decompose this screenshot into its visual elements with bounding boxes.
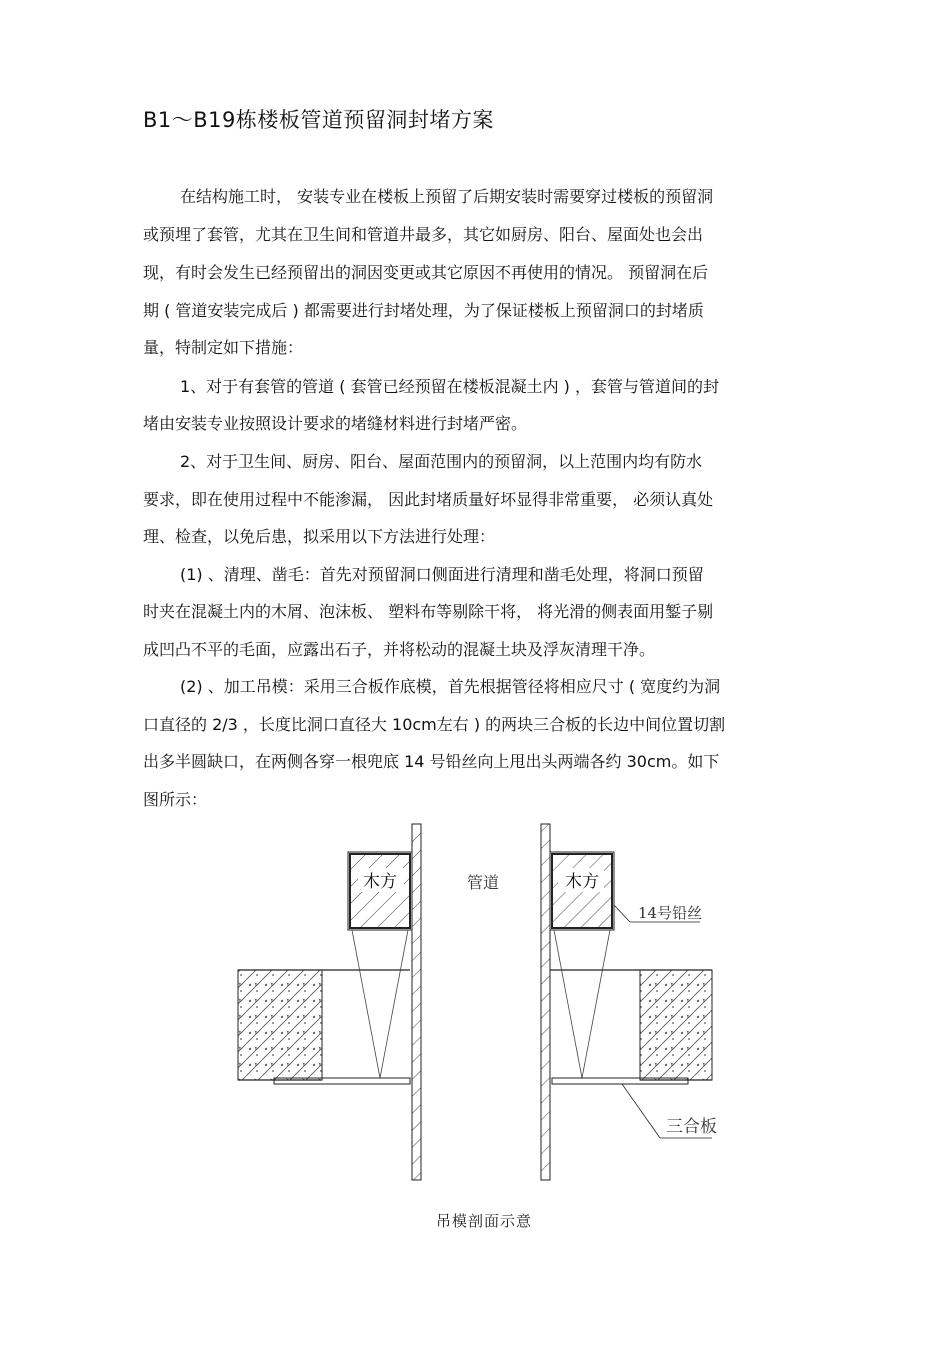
left-wood-label: 木方 (363, 872, 397, 892)
paragraph-line: 理、检查，以免后患，拟采用以下方法进行处理： (143, 527, 496, 546)
figure-caption: 吊模剖面示意 (436, 1212, 533, 1230)
paragraph-line: 量，特制定如下措施： (143, 338, 304, 357)
wire-label: 14号铅丝 (638, 904, 703, 922)
right-concrete-slab (640, 970, 712, 1080)
plywood-label: 三合板 (666, 1117, 717, 1137)
right-wood-label: 木方 (565, 872, 599, 892)
pipe-label: 管道 (466, 873, 500, 892)
paragraph-line: 成凹凸不平的毛面，应露出石子，并将松动的混凝土块及浮灰清理干净。 (143, 640, 656, 659)
paragraph-line: (1) 、清理、凿毛：首先对预留洞口侧面进行清理和凿毛处理，将洞口预留 (180, 565, 704, 584)
paragraph-line: (2) 、加工吊模：采用三合板作底模，首先根据管径将相应尺寸 ( 宽度约为洞 (180, 677, 721, 696)
right-pipe-wall (541, 824, 550, 1180)
paragraph-line: 或预埋了套管，尤其在卫生间和管道井最多，其它如厨房、阳台、屋面处也会出 (143, 225, 704, 244)
paragraph-line: 在结构施工时， 安装专业在楼板上预留了后期安装时需要穿过楼板的预留洞 (180, 187, 714, 206)
paragraph-line: 时夹在混凝土内的木屑、泡沫板、 塑料布等剔除干将， 将光滑的侧表面用錾子剔 (143, 602, 714, 621)
paragraph-line: 出多半圆缺口，在两侧各穿一根兜底 14 号铅丝向上甩出头两端各约 30cm。如下 (143, 752, 720, 771)
left-concrete-slab (238, 970, 322, 1080)
paragraph-line: 2、对于卫生间、厨房、阳台、屋面范围内的预留洞，以上范围内均有防水 (180, 452, 703, 471)
paragraph-line: 现，有时会发生已经预留出的洞因变更或其它原因不再使用的情况。 预留洞在后 (143, 263, 709, 282)
paragraph-line: 口直径的 2/3 ，长度比洞口直径大 10cm左右 ) 的两块三合板的长边中间位置切割 (143, 715, 726, 734)
paragraph-line: 图所示： (143, 790, 208, 809)
paragraph-line: 堵由安装专业按照设计要求的堵缝材料进行封堵严密。 (143, 414, 528, 433)
page-title: B1～B19栋楼板管道预留洞封堵方案 (143, 108, 494, 132)
paragraph-line: 期 ( 管道安装完成后 ) 都需要进行封堵处理，为了保证楼板上预留洞口的封堵质 (143, 301, 704, 320)
left-pipe-wall (412, 824, 421, 1180)
paragraph-line: 1、对于有套管的管道 ( 套管已经预留在楼板混凝土内 ) ，套管与管道间的封 (180, 377, 720, 396)
paragraph-line: 要求，即在使用过程中不能渗漏， 因此封堵质量好坏显得非常重要， 必须认真处 (143, 490, 714, 509)
formwork-section-diagram (230, 820, 720, 1190)
